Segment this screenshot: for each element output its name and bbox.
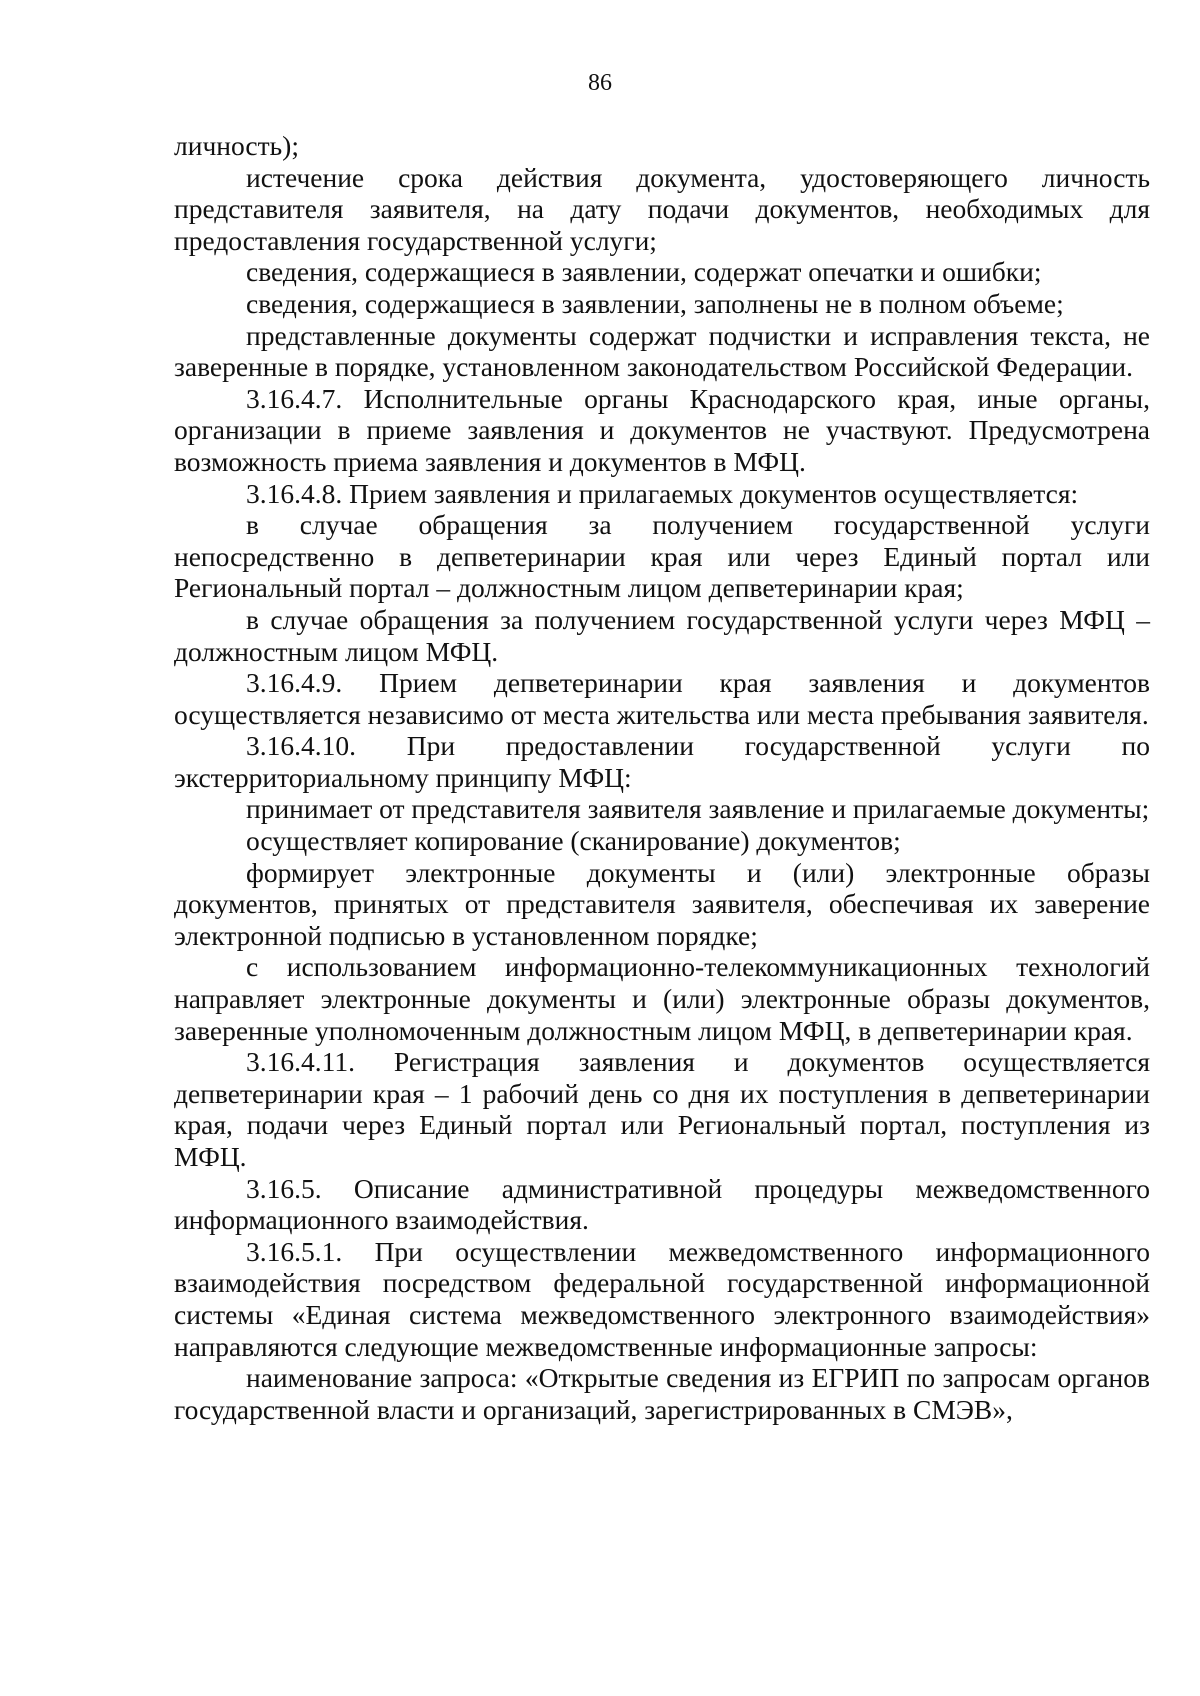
paragraph: личность); (174, 130, 299, 161)
paragraph: 3.16.4.9. Прием депветеринарии края заявления и документов осуществляется независимо от места жительства или места пребывания заявителя. (174, 667, 1150, 730)
paragraph: представленные документы содержат подчистки и исправления текста, не заверенные в порядке, установленном законодательством Российской Федерации. (174, 319, 1150, 383)
paragraph: с использованием информационно-телекоммуникационных технологий направляет электронные документы и (или) электронные образы документов, заверенные уполномоченным должностным лицом МФЦ, в депветеринарии края. (174, 951, 1150, 1046)
paragraph: истечение срока действия документа, удостоверяющего личность представителя заявителя, на дату подачи документов, необходимых для предоставления государственной услуги; (174, 161, 1150, 256)
paragraph: в случае обращения за получением государственной услуги непосредственно в депветеринарии края или через Единый портал или Региональный портал – должностным лицом депветеринарии края; (174, 509, 1150, 604)
paragraph: сведения, содержащиеся в заявлении, заполнены не в полном объеме; (246, 287, 1064, 319)
document-body (174, 130, 1150, 1425)
page-number: 86 (588, 70, 612, 96)
paragraph: 3.16.4.11. Регистрация заявления и документов осуществляется депветеринарии края – 1 рабочий день со дня их поступления в депветеринарии края, подачи через Единый портал или Региональный портал, поступления из МФЦ. (174, 1046, 1150, 1172)
paragraph: 3.16.4.8. Прием заявления и прилагаемых документов осуществляется: (246, 477, 1079, 509)
paragraph: 3.16.4.10. При предоставлении государственной услуги по экстерриториальному принципу МФЦ: (174, 730, 1150, 793)
paragraph: 3.16.5. Описание административной процедуры межведомственного информационного взаимодействия. (174, 1172, 1150, 1236)
paragraph: формирует электронные документы и (или) электронные образы документов, принятых от представителя заявителя, обеспечивая их заверение электронной подписью в установленном порядке; (174, 856, 1150, 951)
paragraph: 3.16.4.7. Исполнительные органы Краснодарского края, иные органы, организации в приеме заявления и документов не участвуют. Предусмотрена возможность приема заявления и документов в МФЦ. (174, 382, 1150, 477)
paragraph: 3.16.5.1. При осуществлении межведомственного информационного взаимодействия посредством федеральной государственной информационной системы «Единая система межведомственного электронного взаимодействия» направляются следующие межведомственные информационные запросы: (174, 1235, 1150, 1362)
paragraph: сведения, содержащиеся в заявлении, содержат опечатки и ошибки; (246, 256, 1042, 288)
paragraph: принимает от представителя заявителя заявление и прилагаемые документы; (246, 793, 1150, 825)
paragraph: осуществляет копирование (сканирование) документов; (246, 825, 901, 857)
paragraph: наименование запроса: «Открытые сведения из ЕГРИП по запросам органов государственной власти и организаций, зарегистрированных в СМЭВ», (174, 1362, 1150, 1425)
paragraph: в случае обращения за получением государственной услуги через МФЦ – должностным лицом МФЦ. (174, 603, 1150, 667)
